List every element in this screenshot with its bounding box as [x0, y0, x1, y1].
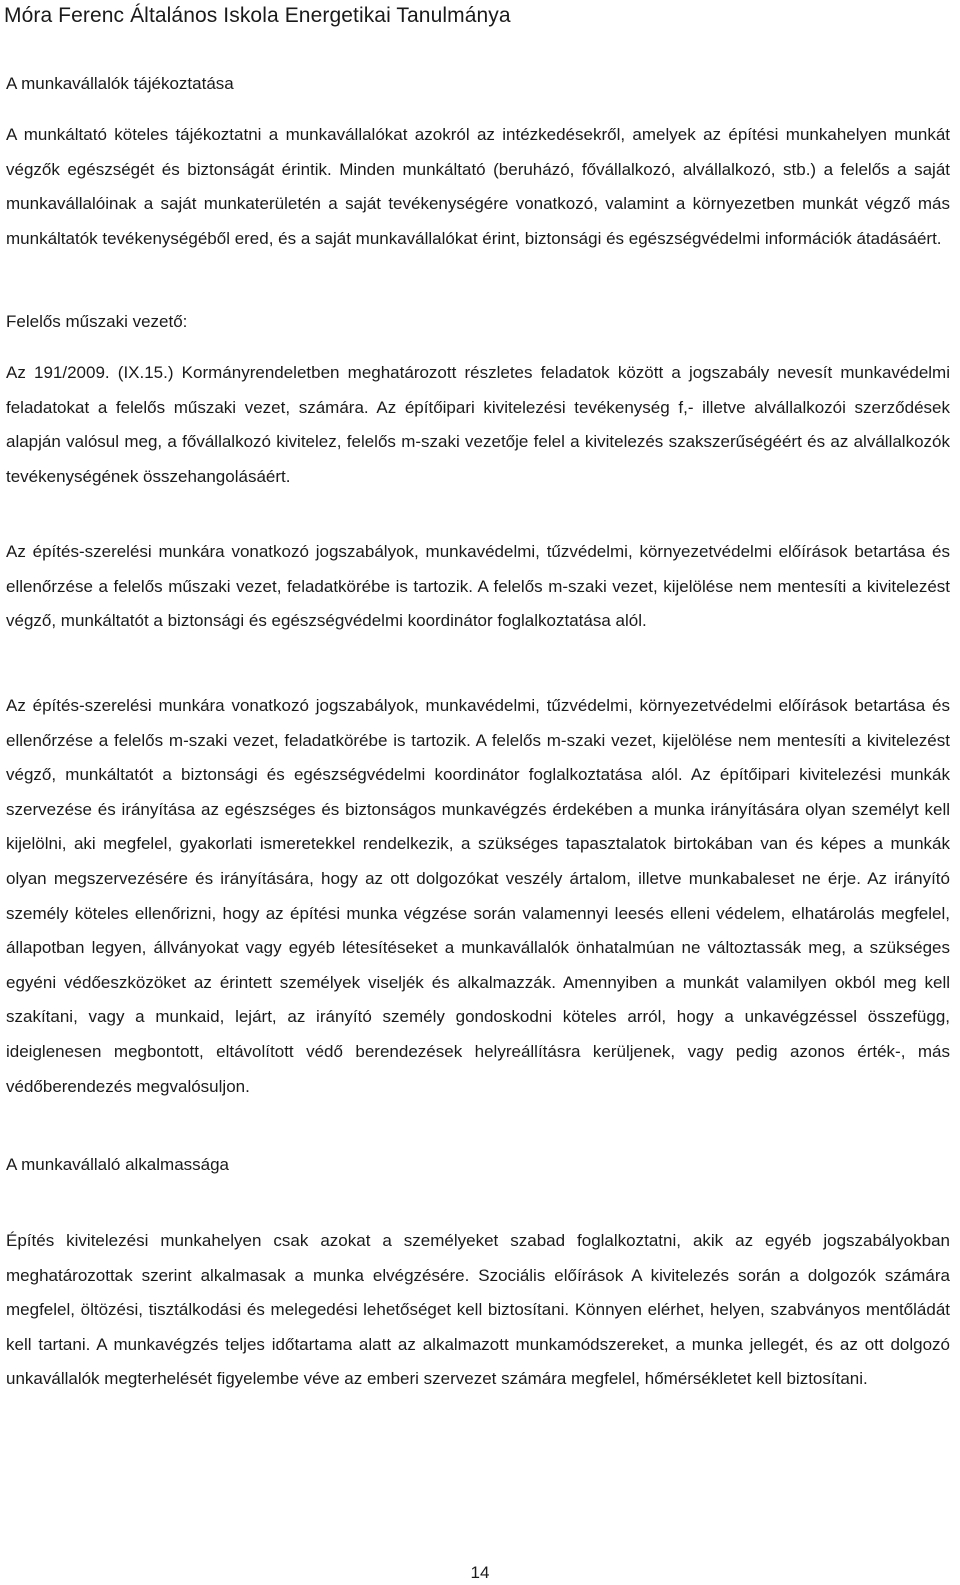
- paragraph-work-organization: Az építés-szerelési munkára vonatkozó jogszabályok, munkavédelmi, tűzvédelmi, környezetvédelmi előírások betartása és ellenőrzése a felelős m-szaki vezet, feladatkörébe is tartozik. A felelős m-szaki vezet, kijelölése nem mentesíti a kivitelezést végző, munkáltatót a biztonsági és egészségvédelmi koordinátor foglalkoztatása alól. Az építőipari kivitelezési munkák szervezése és irányítása az egészséges és biztonságos munkavégzés érdekében a munka irányítására olyan személyt kell kijelölni, aki megfelel, gyakorlati ismeretekkel rendelkezik, a szükséges tapasztalatok birtokában van és képes a munkák olyan megszervezésére és irányítására, hogy az ott dolgozókat veszély ártalom, illetve munkabaleset ne érje. Az irányító személy köteles ellenőrizni, hogy az építési munka végzése során valamennyi leesés elleni védelem, elhatárolás megfelel, állapotban legyen, állványokat vagy egyéb létesítéseket a munkavállalók önhatalmúan ne változtassák meg, a szükséges egyéni védőeszközöket az érintett személyek viseljék és alkalmazzák. Amennyiben a munkát valamilyen okból meg kell szakítani, vagy a munkaid, lejárt, az irányító személy gondoskodni köteles arról, hogy a unkavégzéssel összefügg, ideiglenesen megbontott, eltávolított védő berendezések helyreállításra kerüljenek, vagy pedig azonos érték-, más védőberendezés megvalósuljon.: [6, 696, 950, 1096]
- document-header-title: Móra Ferenc Általános Iskola Energetikai Tanulmánya: [4, 4, 511, 27]
- paragraph-technical-manager: Az 191/2009. (IX.15.) Kormányrendeletben meghatározott részletes feladatok között a jogszabály nevesít munkavédelmi feladatokat a felelős műszaki vezet, számára. Az építőipari kivitelezési tevékenység f,- illetve alvállalkozói szerződések alapján valósul meg, a fővállalkozó kivitelez, felelős m-szaki vezetője felel a kivitelezés szakszerűségéért és az alvállalkozók tevékenységének összehangolásáért.: [6, 363, 950, 486]
- page-number: 14: [470, 1563, 490, 1582]
- paragraph-regulations-compliance: Az építés-szerelési munkára vonatkozó jogszabályok, munkavédelmi, tűzvédelmi, környezetvédelmi előírások betartása és ellenőrzése a felelős műszaki vezet, feladatkörébe is tartozik. A felelős m-szaki vezet, kijelölése nem mentesíti a kivitelezést végző, munkáltatót a biztonsági és egészségvédelmi koordinátor foglalkoztatása alól.: [6, 542, 950, 631]
- paragraph-employee-information: A munkáltató köteles tájékoztatni a munkavállalókat azokról az intézkedésekről, amelyek az építési munkahelyen munkát végzők egészségét és biztonságát érintik. Minden munkáltató (beruházó, fővállalkozó, alvállalkozó, stb.) a felelős a saját munkavállalóinak a saját munkaterületén a saját tevékenységére vonatkozó, valamint a környezetben munkát végző más munkáltatók tevékenységéből ered, és a saját munkavállalókat érint, biztonsági és egészségvédelmi információk átadásáért.: [6, 125, 950, 248]
- section-heading-employee-information: A munkavállalók tájékoztatása: [6, 74, 234, 93]
- section-heading-technical-manager: Felelős műszaki vezető:: [6, 312, 188, 331]
- paragraph-employee-fitness: Építés kivitelezési munkahelyen csak azokat a személyeket szabad foglalkoztatni, akik az egyéb jogszabályokban meghatározottak szerint alkalmasak a munka elvégzésére. Szociális előírások A kivitelezés során a dolgozók számára megfelel, öltözési, tisztálkodási és melegedési lehetőséget kell biztosítani. Könnyen elérhet, helyen, szabványos mentőládát kell tartani. A munkavégzés teljes időtartama alatt az alkalmazott munkamódszereket, a munka jellegét, és az ott dolgozó unkavállalók megterhelését figyelembe véve az emberi szervezet számára megfelel, hőmérsékletet kell biztosítani.: [6, 1231, 950, 1389]
- section-heading-employee-fitness: A munkavállaló alkalmassága: [6, 1155, 230, 1174]
